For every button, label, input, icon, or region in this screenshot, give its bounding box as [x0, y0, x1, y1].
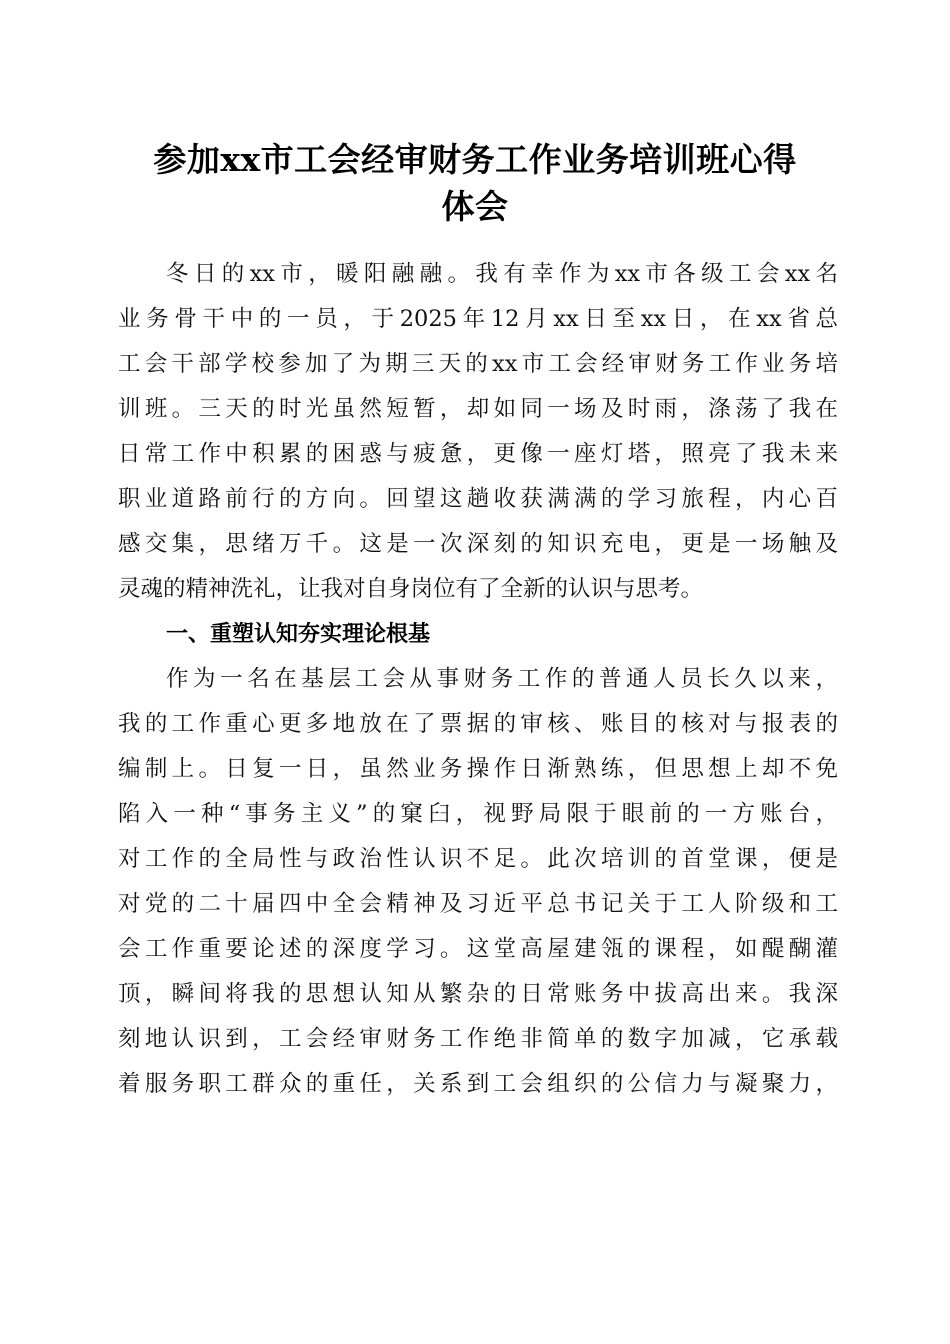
text-line: 顶，瞬间将我的思想认知从繁杂的日常账务中拔高出来。我深	[118, 981, 838, 1007]
text-line: 冬日的xx市，暖阳融融。我有幸作为xx市各级工会xx名	[166, 261, 838, 287]
text-line: 我的工作重心更多地放在了票据的审核、账目的核对与报表的	[118, 711, 838, 737]
title-line: 参加xx市工会经审财务工作业务培训班心得	[153, 140, 797, 179]
paragraph-section1	[118, 657, 838, 1107]
text-line: 训班。三天的时光虽然短暂，却如同一场及时雨，涤荡了我在	[118, 396, 838, 422]
text-line: 业务骨干中的一员，于2025年12月xx日至xx日，在xx省总	[118, 306, 838, 332]
text-line: 感交集，思绪万千。这是一次深刻的知识充电，更是一场触及	[118, 531, 838, 557]
text-line: 灵魂的精神洗礼，让我对自身岗位有了全新的认识与思考。	[118, 576, 704, 602]
text-line: 作为一名在基层工会从事财务工作的普通人员长久以来，	[166, 666, 838, 692]
text-line: 对党的二十届四中全会精神及习近平总书记关于工人阶级和工	[118, 891, 838, 917]
text-line: 陷入一种“事务主义”的窠臼，视野局限于眼前的一方账台，	[118, 801, 838, 827]
title-line: 体会	[441, 187, 509, 226]
text-line: 会工作重要论述的深度学习。这堂高屋建瓴的课程，如醍醐灌	[118, 936, 838, 962]
text-line: 工会干部学校参加了为期三天的xx市工会经审财务工作业务培	[118, 351, 838, 377]
text-line: 日常工作中积累的困惑与疲惫，更像一座灯塔，照亮了我未来	[118, 441, 838, 467]
text-line: 着服务职工群众的重任，关系到工会组织的公信力与凝聚力，	[118, 1071, 838, 1097]
document-body	[118, 252, 838, 1107]
text-line: 刻地认识到，工会经审财务工作绝非简单的数字加减，它承载	[118, 1026, 838, 1052]
text-line: 编制上。日复一日，虽然业务操作日渐熟练，但思想上却不免	[118, 756, 838, 782]
section-heading: 一、重塑认知夯实理论根基	[166, 622, 431, 647]
document-title	[118, 136, 832, 230]
text-line: 对工作的全局性与政治性认识不足。此次培训的首堂课，便是	[118, 846, 838, 872]
paragraph-intro	[118, 252, 838, 612]
text-line: 职业道路前行的方向。回望这趟收获满满的学习旅程，内心百	[118, 486, 838, 512]
